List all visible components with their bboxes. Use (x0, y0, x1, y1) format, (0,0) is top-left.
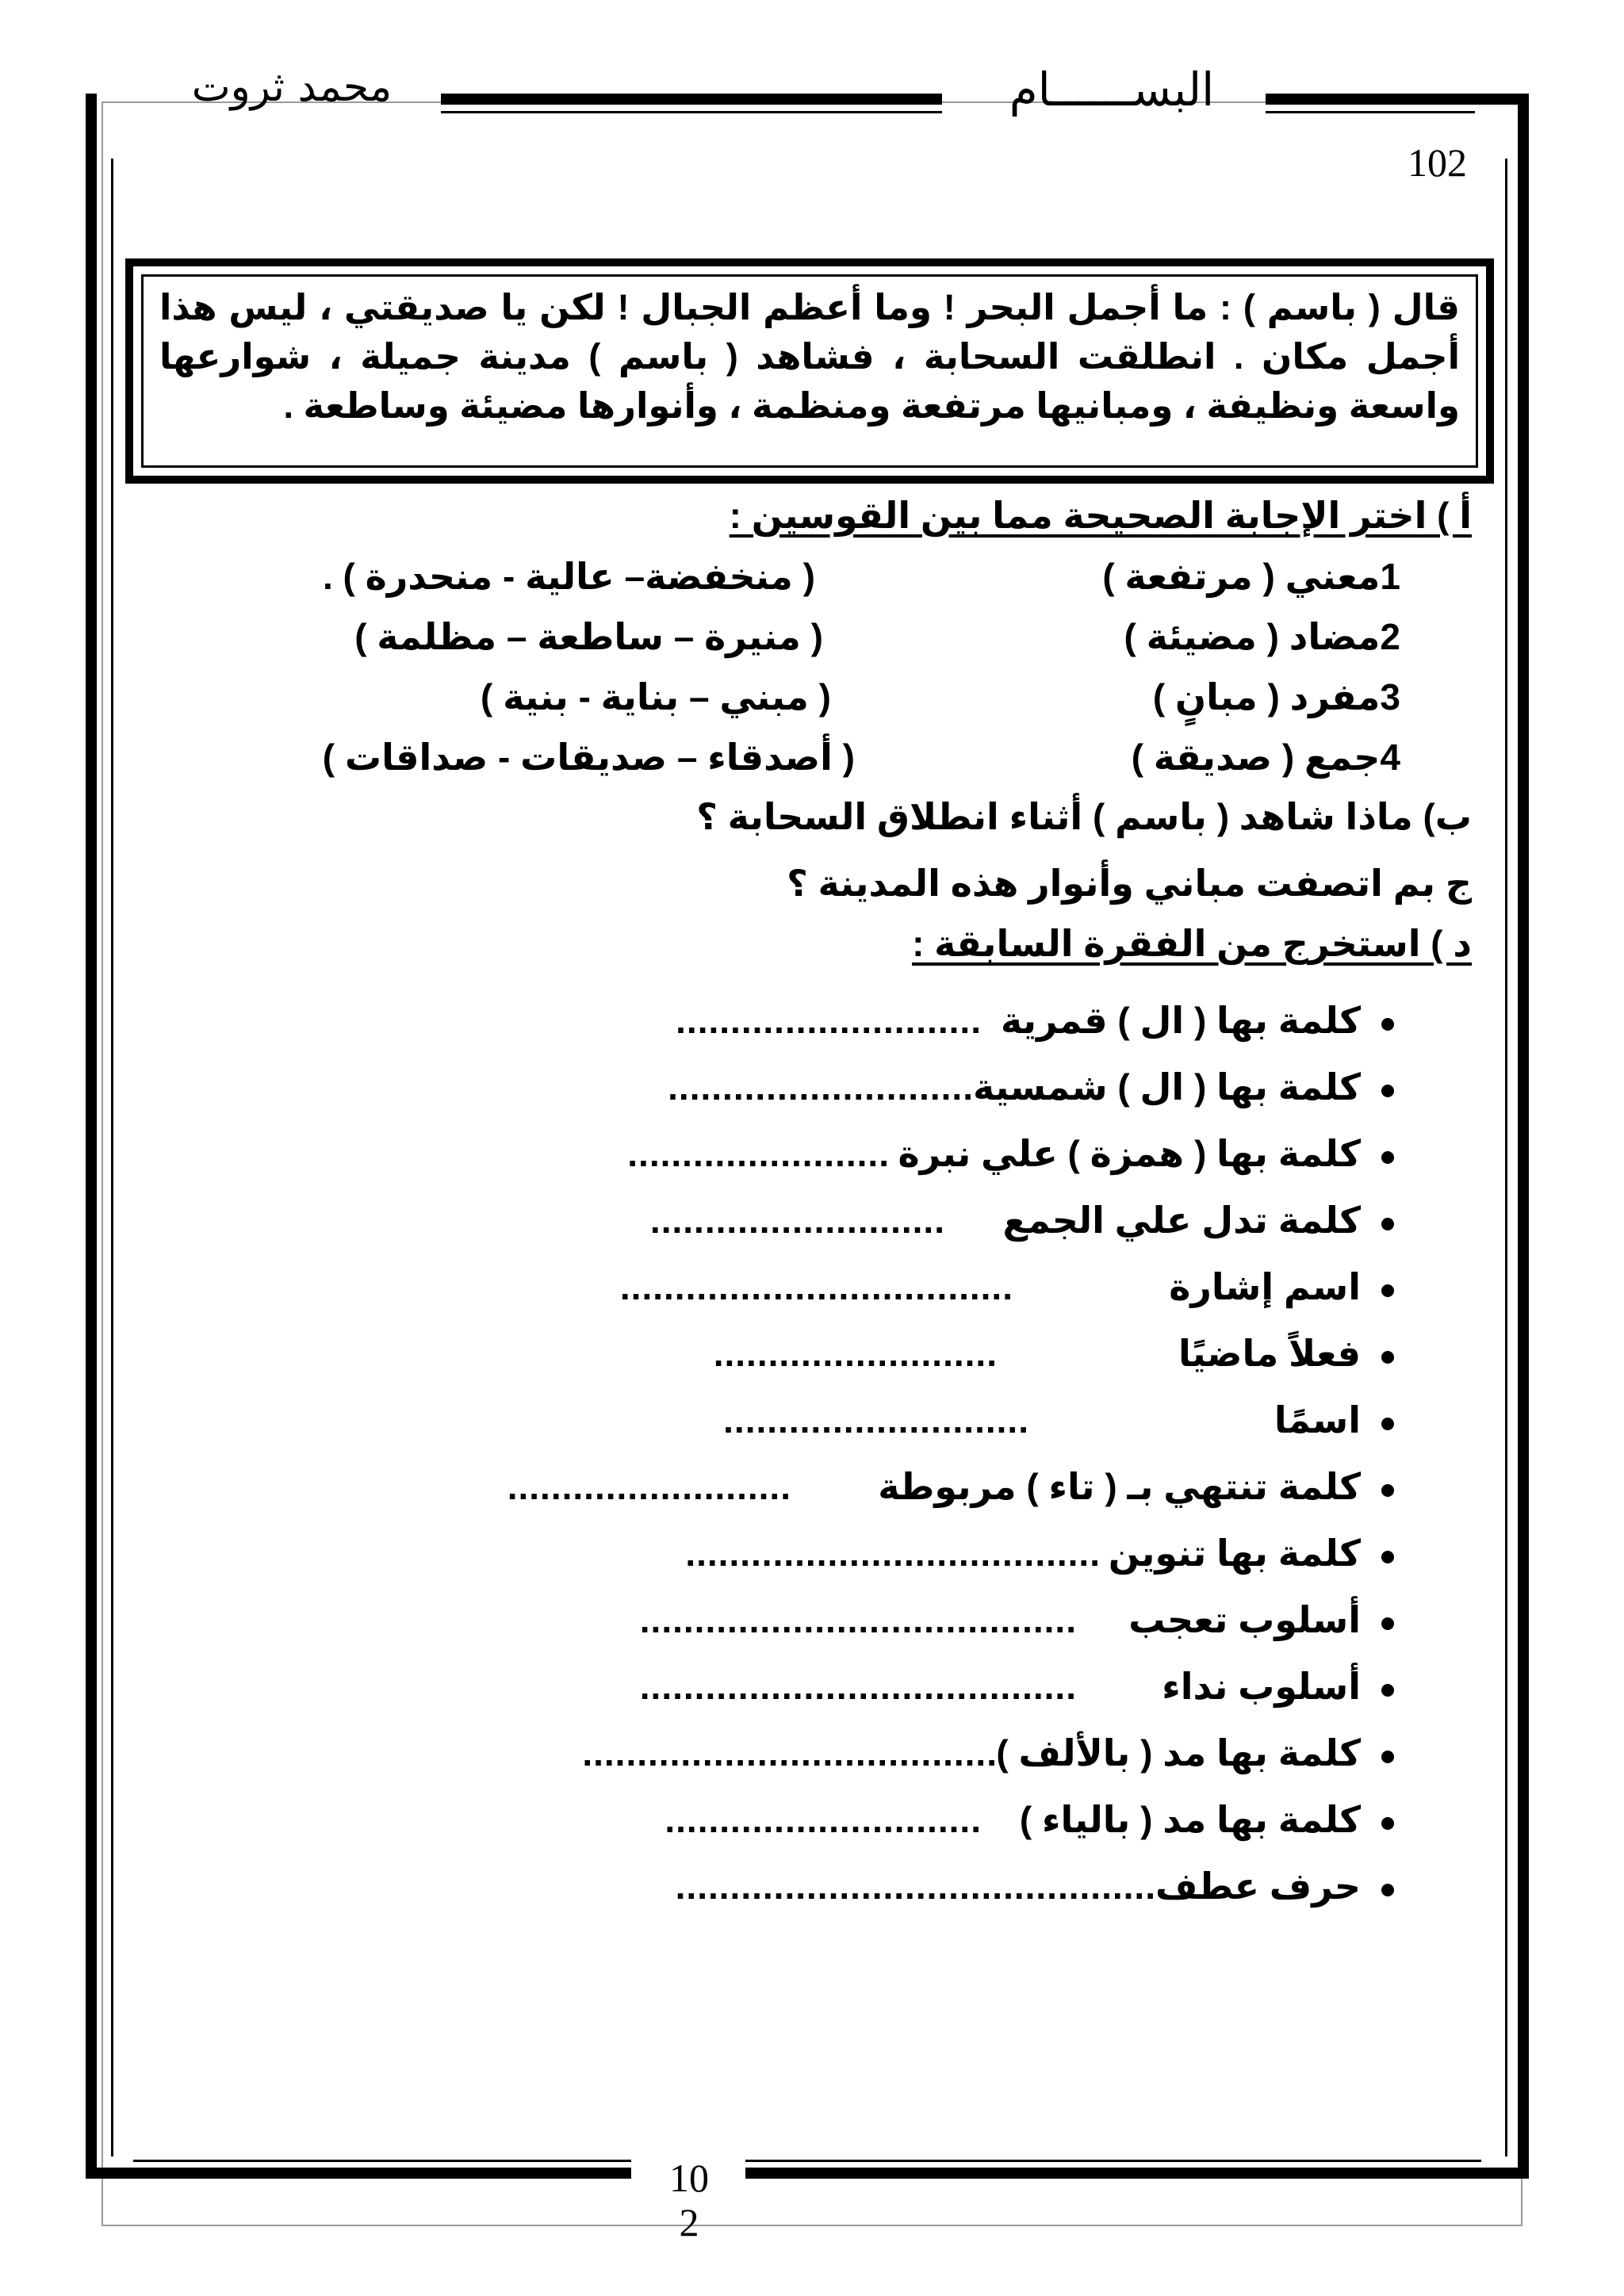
frame-corner-top-left (86, 94, 97, 157)
list-item (205, 1793, 1394, 1860)
header-title: البســــــام (1009, 63, 1215, 117)
frame-right-bar (1518, 149, 1529, 2179)
frame-inner-left-line (111, 159, 113, 2156)
list-item-label: فعلاً ماضيًا (1178, 1333, 1361, 1374)
answer-blank[interactable]: .......................... (713, 1333, 998, 1374)
answer-blank[interactable]: ............................. (665, 1799, 982, 1840)
list-item (205, 1127, 1394, 1194)
header-rule-right-thin (1266, 111, 1475, 113)
bullet-icon (1381, 1551, 1394, 1563)
list-item (205, 1727, 1394, 1793)
bullet-icon (1381, 1018, 1394, 1031)
bullet-icon (1381, 1684, 1394, 1697)
frame-inner-right-line (1505, 159, 1507, 2156)
header-rule-right-thick (1266, 94, 1475, 105)
list-item (205, 1660, 1394, 1727)
frame-left-bar (86, 149, 97, 2179)
section-c-question: ج بم اتصفت مباني وأنوار هذه المدينة ؟ (787, 863, 1472, 904)
section-a-choices-3: ( مبني – بناية - بنية ) (480, 676, 831, 718)
header-author: محمد ثروت (191, 63, 393, 111)
footer-rule-right-thin (745, 2160, 1481, 2162)
bullet-icon (1381, 1218, 1394, 1230)
section-a-question-3: 3مفرد ( مبانٍ ) (1152, 676, 1400, 718)
list-item-label: أسلوب تعجب (1128, 1599, 1361, 1640)
list-item (205, 1394, 1394, 1460)
answer-blank[interactable]: ...................................... (685, 1533, 1101, 1574)
list-item (205, 1261, 1394, 1327)
header-rule-middle-thin (441, 111, 942, 113)
answer-blank[interactable]: ........................................ (639, 1666, 1077, 1707)
passage-inner-border (141, 274, 1478, 468)
frame-corner-top-right-vertical (1518, 94, 1529, 157)
bullet-icon (1381, 1817, 1394, 1830)
bullet-icon (1381, 1617, 1394, 1630)
bullet-icon (1381, 1284, 1394, 1297)
list-item (205, 1327, 1394, 1394)
list-item-label: كلمة تنتهي بـ ( تاء ) مربوطة (878, 1466, 1361, 1507)
section-a-heading: أ ) اختر الإجابة الصحيحة مما بين القوسين : (729, 495, 1472, 536)
footer-rule-left-thin (133, 2160, 631, 2162)
list-item (205, 1527, 1394, 1594)
list-item-label: أسلوب نداء (1162, 1666, 1361, 1707)
list-item-label: كلمة بها مد ( بالياء ) (1019, 1799, 1361, 1840)
footer-rule-left-thick (133, 2168, 631, 2179)
list-item (205, 1860, 1394, 1927)
list-item (205, 1194, 1394, 1261)
page-number-bottom-overflow: 2 (679, 2200, 699, 2244)
list-item-label: كلمة بها تنوين (1108, 1533, 1361, 1574)
section-a-question-2: 2مضاد ( مضيئة ) (1124, 616, 1400, 657)
list-item-label: كلمة بها مد ( بالألف ) (996, 1732, 1361, 1774)
answer-blank[interactable]: ...................................... (582, 1732, 998, 1774)
bullet-icon (1381, 1351, 1394, 1364)
section-a-choices-4: ( أصدقاء – صديقات - صداقات ) (322, 737, 855, 778)
header-rule-middle-thick (441, 94, 942, 105)
list-item-label: حرف عطف (1155, 1866, 1361, 1907)
section-a-question-4: 4جمع ( صديقة ) (1131, 737, 1400, 778)
section-d-heading: د ) استخرج من الفقرة السابقة : (912, 923, 1472, 964)
answer-blank[interactable]: ........................... (649, 1200, 945, 1241)
page-number-top: 102 (1408, 140, 1467, 185)
answer-blank[interactable]: ........................................ (639, 1599, 1077, 1640)
bullet-icon (1381, 1484, 1394, 1497)
answer-blank[interactable]: ............................ (723, 1399, 1029, 1441)
list-item (205, 994, 1394, 1061)
passage-box (125, 258, 1494, 484)
bullet-icon (1381, 1751, 1394, 1763)
bullet-icon (1381, 1418, 1394, 1430)
list-item-label: اسم إشارة (1169, 1266, 1361, 1307)
answer-blank[interactable]: ............................................ (675, 1866, 1156, 1907)
answer-blank[interactable]: ........................ (627, 1133, 890, 1174)
list-item (205, 1460, 1394, 1527)
answer-blank[interactable]: .......................... (507, 1466, 791, 1507)
answer-blank[interactable]: ............................ (668, 1066, 974, 1108)
page-number-bottom: 10 (669, 2156, 709, 2200)
list-item (205, 1594, 1394, 1660)
answer-blank[interactable]: ............................ (676, 1000, 982, 1041)
list-item (205, 1061, 1394, 1127)
footer-rule-right-thick (745, 2168, 1481, 2179)
section-d-list (205, 994, 1394, 1927)
section-a-choices-2: ( منيرة – ساطعة – مظلمة ) (354, 616, 823, 657)
bullet-icon (1381, 1151, 1394, 1164)
list-item-label: كلمة بها ( همزة ) علي نبرة (898, 1133, 1361, 1174)
list-item-label: كلمة تدل علي الجمع (1002, 1200, 1361, 1241)
passage-text: قال ( باسم ) : ما أجمل البحر ! وما أعظم الجبال ! لكن يا صديقتي ، ليس هذا أجمل مكان . انطلقت السحابة ، فشاهد ( باسم ) مدينة جميلة ، شوارعها واسعة ونظيفة ، ومبانيها مرتفعة ومنظمة ، وأنوارها مضيئة وساطعة . (159, 287, 1460, 426)
answer-blank[interactable]: .................................... (619, 1266, 1013, 1307)
list-item-label: اسمًا (1274, 1399, 1361, 1441)
frame-corner-bottom-left (86, 2168, 133, 2179)
frame-corner-bottom-right (1481, 2168, 1529, 2179)
list-item-label: كلمة بها ( ال ) شمسية (973, 1066, 1361, 1108)
list-item-label: كلمة بها ( ال ) قمرية (1000, 1000, 1361, 1041)
bullet-icon (1381, 1085, 1394, 1097)
section-a-choices-1: ( منخفضة– عالية - منحدرة ) . (323, 556, 815, 597)
section-a-question-1: 1معني ( مرتفعة ) (1102, 556, 1400, 597)
section-b-question: ب) ماذا شاهد ( باسم ) أثناء انطلاق السحابة ؟ (696, 796, 1472, 837)
bullet-icon (1381, 1884, 1394, 1896)
